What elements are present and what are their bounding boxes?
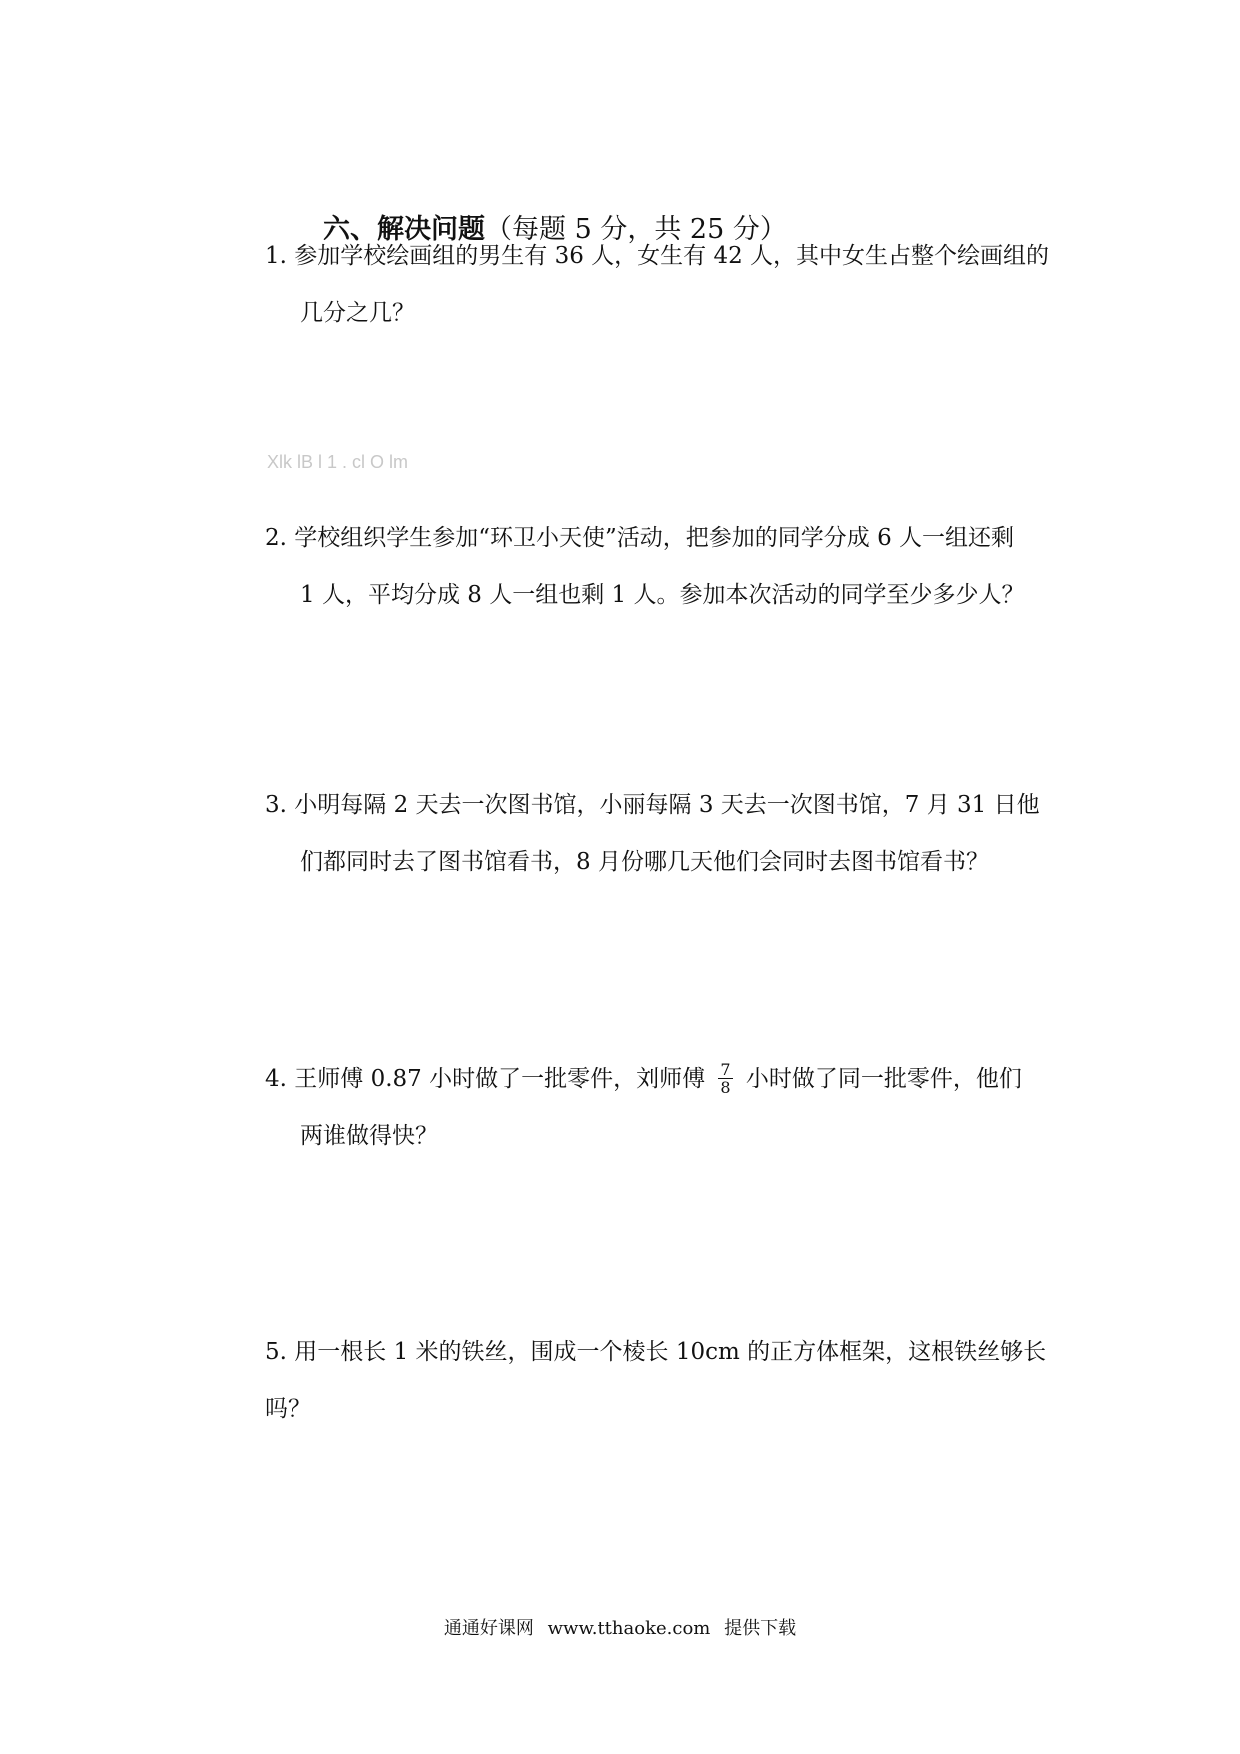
problem-1-line-1: 1. 参加学校绘画组的男生有 36 人，女生有 42 人，其中女生占整个绘画组的 (265, 243, 1050, 269)
footer-url: www.tthaoke.com (547, 1618, 711, 1639)
page-footer (0, 1614, 1240, 1640)
fraction-seven-eighths (718, 1061, 732, 1096)
problem-4 (265, 1051, 1095, 1165)
problem-2-line-2: 1 人，平均分成 8 人一组也剩 1 人。参加本次活动的同学至少多少人？ (300, 582, 1025, 608)
problem-5-line-2: 吗？ (265, 1396, 311, 1422)
problem-3-line-2: 们都同时去了图书馆看书，8 月份哪几天他们会同时去图书馆看书？ (300, 849, 989, 875)
problem-3-line-1: 3. 小明每隔 2 天去一次图书馆，小丽每隔 3 天去一次图书馆，7 月 31 日他 (265, 792, 1040, 818)
problem-1-line-2: 几分之几？ (300, 300, 415, 326)
problem-5 (265, 1324, 1095, 1438)
problem-4-text-before: 4. 王师傅 0.87 小时做了一批零件，刘师傅 (265, 1066, 706, 1092)
footer-site-name: 通通好课网 (443, 1618, 534, 1639)
footer-suffix: 提供下载 (724, 1618, 797, 1639)
section-heading-scoring: （每题 5 分，共 25 分） (485, 214, 787, 245)
problem-3 (265, 777, 1095, 891)
problem-4-line-1 (265, 1051, 1095, 1108)
problem-2-line-1: 2. 学校组织学生参加“环卫小天使”活动，把参加的同学分成 6 人一组还剩 (265, 525, 1015, 551)
problem-1 (265, 228, 1095, 342)
fraction-denominator: 8 (720, 1077, 731, 1097)
problem-4-line-2: 两谁做得快？ (300, 1123, 438, 1149)
watermark-text: Xlk lB l 1 . cl O lm (267, 452, 409, 472)
problem-4-text-after: 小时做了同一批零件，他们 (745, 1066, 1022, 1092)
problem-5-line-1: 5. 用一根长 1 米的铁丝，围成一个棱长 10cm 的正方体框架，这根铁丝够长 (265, 1339, 1047, 1365)
section-heading-title: 六、解决问题 (323, 214, 485, 245)
fraction-numerator: 7 (720, 1059, 731, 1079)
problem-2 (265, 510, 1095, 624)
